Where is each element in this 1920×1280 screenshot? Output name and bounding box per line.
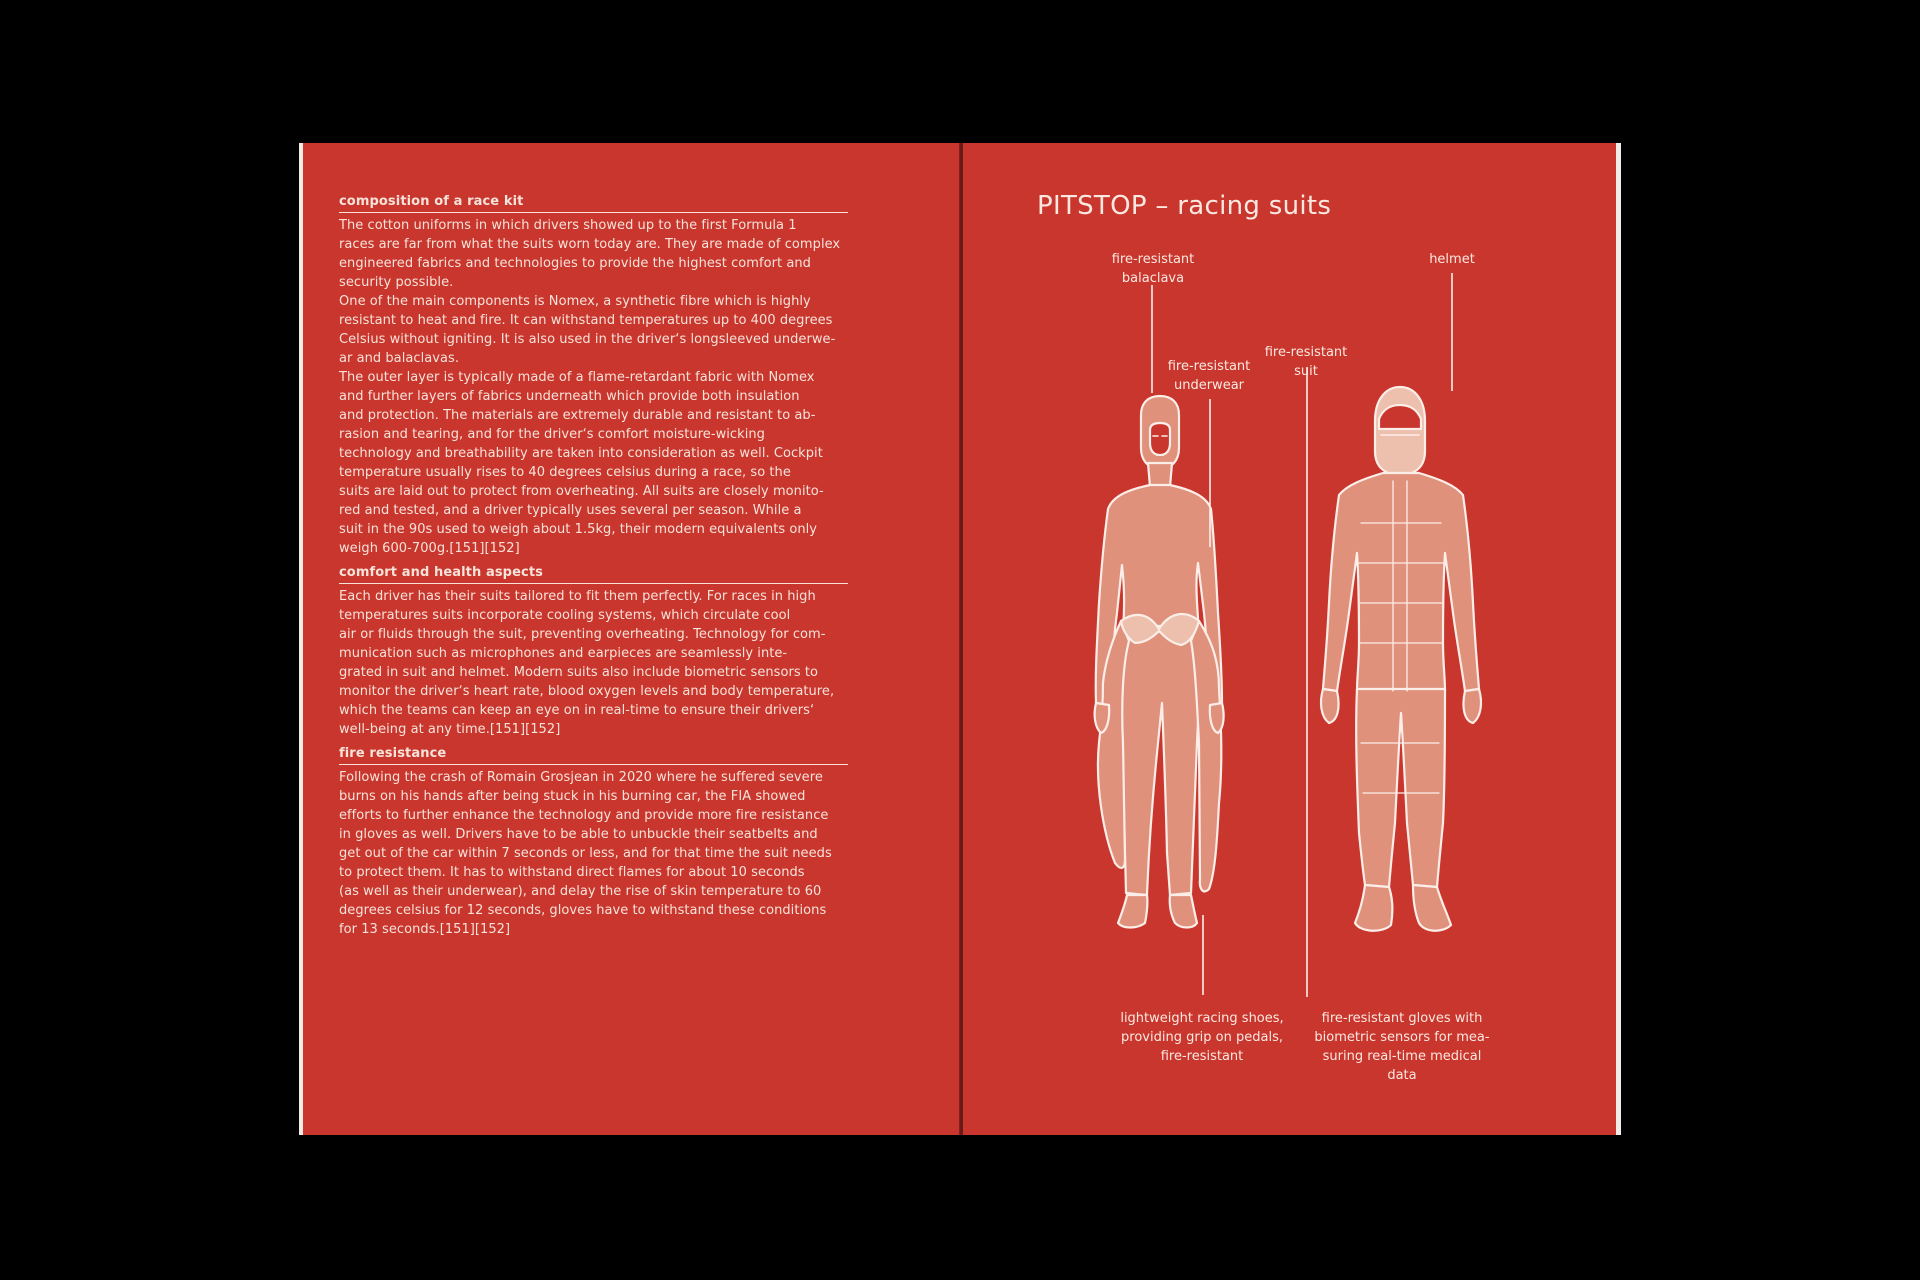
- racing-suit: [1323, 473, 1479, 691]
- driver-figure-underwear: [1095, 396, 1224, 928]
- racing-shoe: [1118, 895, 1147, 928]
- label-suit: fire-resistant suit: [1264, 345, 1348, 379]
- glove: [1321, 689, 1339, 723]
- trousers: [1120, 625, 1200, 895]
- neck: [1148, 463, 1172, 487]
- racing-shoe: [1355, 885, 1392, 931]
- label-shoes: lightweight racing shoes, providing grip on pedals, fire-resistant: [1120, 1011, 1284, 1064]
- racing-suit-legs: [1356, 689, 1445, 887]
- driver-figure-suit: [1321, 387, 1481, 931]
- section-body: Each driver has their suits tailored to fit them perfectly. For races in high temperatures suits incorporate cooling systems, which circulate cool air or fluids through the suit, preventing overheating. Technology for com- munication such as microphones and earpieces are seamlessly inte- grated in suit and helmet. Modern suits also include biometric sensors to monitor the driver‘s heart rate, blood oxygen levels and body temperature, which the teams can keep an eye on in real-time to ensure their drivers‘ well-being at any time.[151][152]: [339, 589, 835, 737]
- glove: [1463, 689, 1481, 723]
- label-underwear: fire-resistant underwear: [1167, 359, 1251, 393]
- section-heading: comfort and health aspects: [339, 564, 848, 584]
- magazine-spread: [299, 143, 1621, 1135]
- section-comfort-health: [339, 564, 848, 739]
- racing-suit-illustration: [963, 143, 1621, 1135]
- article-text-column: [339, 193, 848, 945]
- left-page: [299, 143, 961, 1135]
- page-edge: [299, 143, 303, 1135]
- label-balaclava: fire-resistant balaclava: [1111, 252, 1195, 286]
- label-helmet: helmet: [1429, 252, 1475, 267]
- right-page: [963, 143, 1621, 1135]
- section-body: Following the crash of Romain Grosjean in 2020 where he suffered severe burns on his hands after being stuck in his burning car, the FIA showed efforts to further enhance the technology and provide more fire resistance in gloves as well. Drivers have to be able to unbuckle their seatbelts and get out of the car within 7 seconds or less, and for that time the suit needs to protect them. It has to withstand direct flames for about 10 seconds (as well as their underwear), and delay the rise of skin temperature to 60 degrees celsius for 12 seconds, gloves have to withstand these conditions for 13 seconds.[151][152]: [339, 770, 832, 937]
- page-title: PITSTOP – racing suits: [1037, 191, 1332, 221]
- label-gloves: fire-resistant gloves with biometric sensors for mea- suring real-time medical data: [1314, 1011, 1490, 1083]
- section-body: The cotton uniforms in which drivers showed up to the first Formula 1 races are far from what the suits worn today are. They are made of complex engineered fabrics and technologies to provide the highest comfort and security possible. One of the main components is Nomex, a synthetic fibre which is highly resistant to heat and fire. It can withstand temperatures up to 400 degrees Celsius without igniting. It is also used in the driver‘s longsleeved underwe- ar and balaclavas. The outer layer is typically made of a flame-retardant fabric with Nomex and further layers of fabrics underneath which provide both insulation and protection. The materials are extremely durable and resistant to ab- rasion and tearing, and for the driver‘s comfort moisture-wicking technology and breathability are taken into consideration as well. Cockpit temperature usually rises to 40 degrees celsius during a race, so the suits are laid out to protect from overheating. All suits are closely monito- red and tested, and a driver typically uses several per season. While a suit in the 90s used to weigh about 1.5kg, their modern equivalents only weigh 600-700g.[151][152]: [339, 218, 841, 556]
- racing-shoe: [1413, 885, 1451, 931]
- section-heading: fire resistance: [339, 745, 848, 765]
- section-composition: [339, 193, 848, 558]
- section-fire-resistance: [339, 745, 848, 939]
- helmet: [1375, 387, 1425, 475]
- section-heading: composition of a race kit: [339, 193, 848, 213]
- racing-shoe: [1170, 895, 1197, 928]
